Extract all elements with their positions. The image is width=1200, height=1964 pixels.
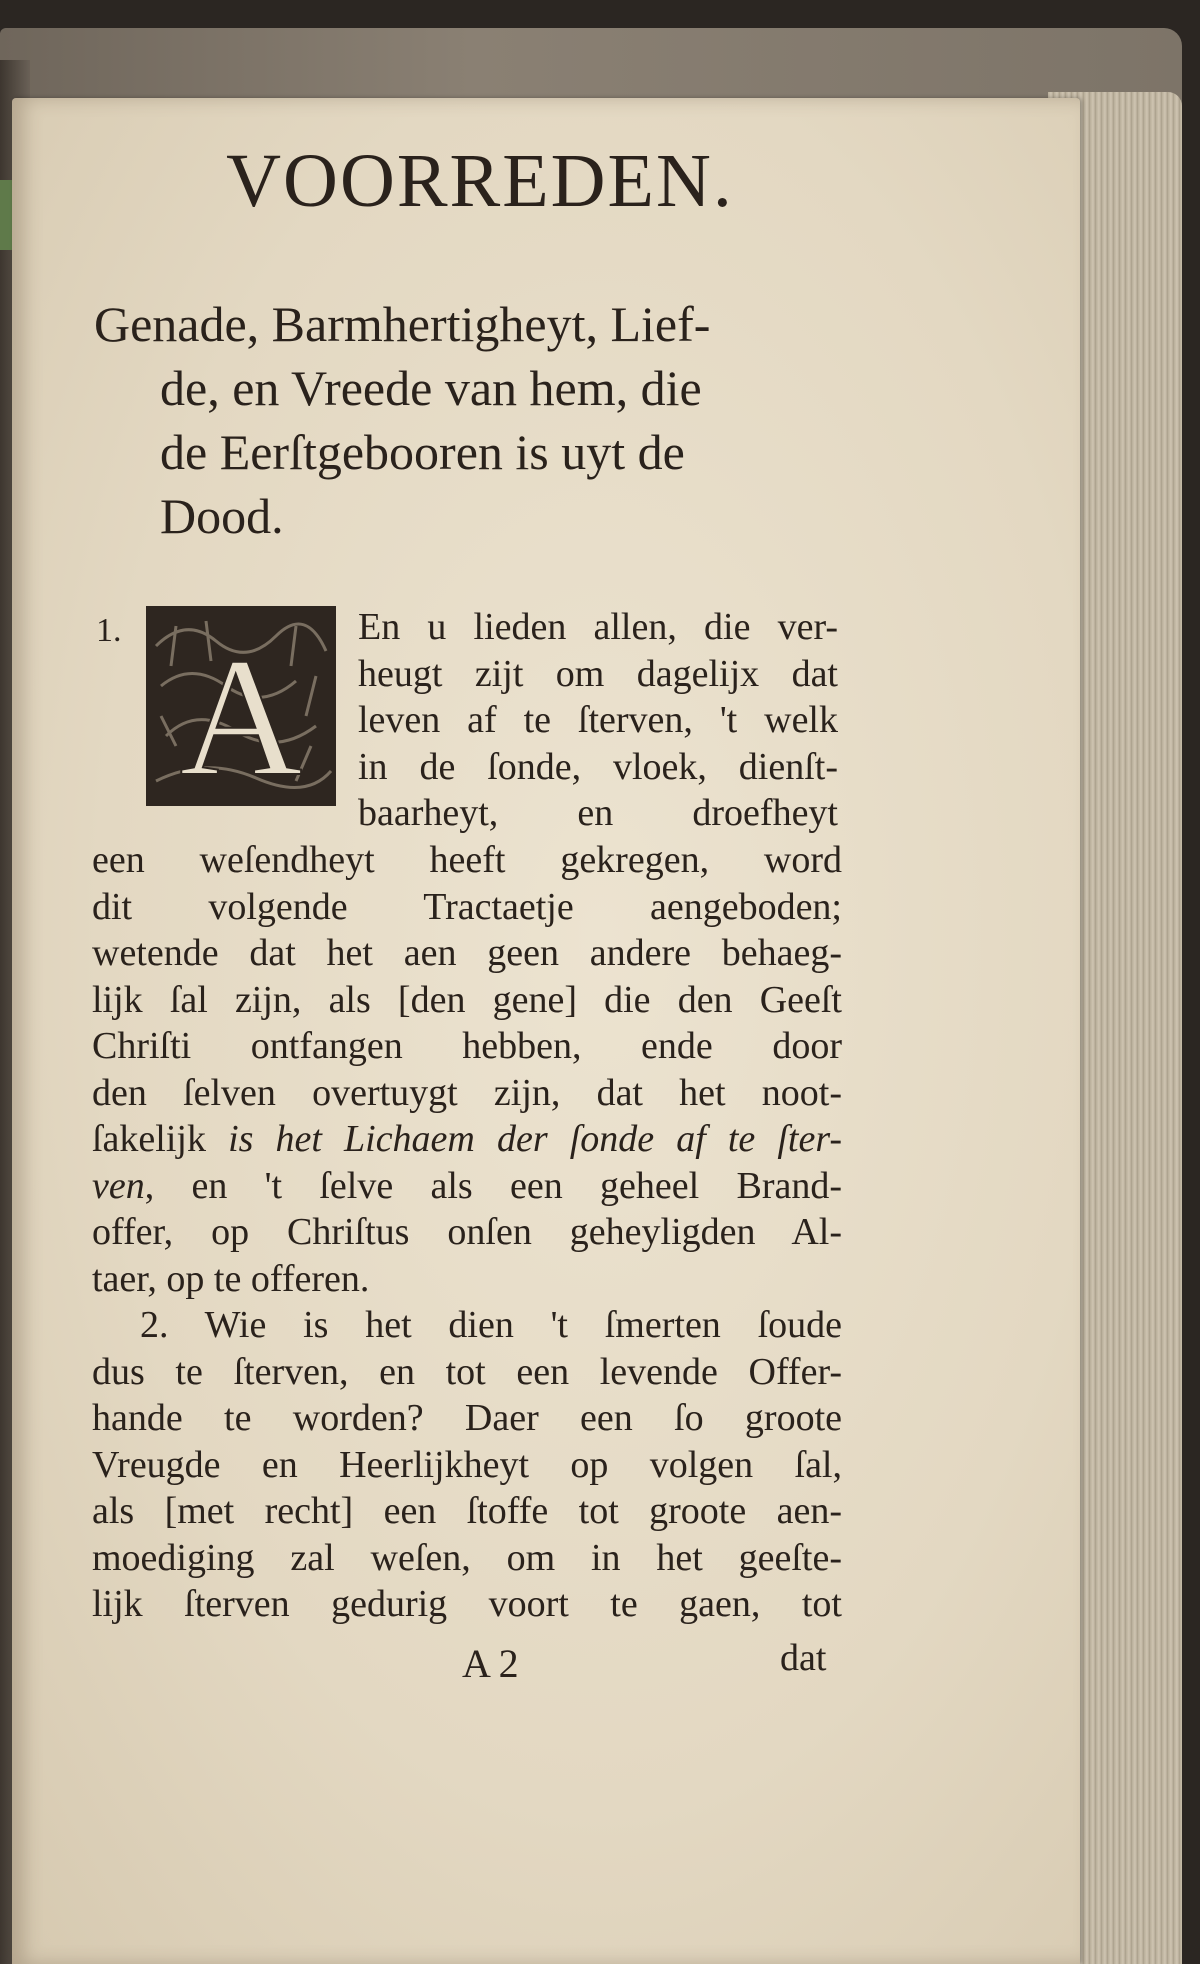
text-line: 2. Wie is het dien 't ſmerten ſoude: [140, 1304, 842, 1346]
text-line: Vreugde en Heerlijkheyt op volgen ſal,: [92, 1443, 842, 1486]
signature-mark: A 2: [462, 1641, 519, 1686]
body-text: [92, 837, 842, 1628]
text-line: heugt zijt om dagelijx dat: [358, 652, 838, 695]
text-line: offer, op Chriſtus onſen geheyligden Al-: [92, 1211, 842, 1253]
greeting-line: de Eerſtgebooren is uyt de: [160, 424, 685, 480]
text-line: taer, op te offeren.: [92, 1257, 370, 1300]
wrapped-text-block: [358, 604, 838, 837]
text-run: ſakelijk: [92, 1118, 206, 1160]
text-line: een weſendheyt heeft gekregen, word: [92, 839, 842, 881]
italic-run: is het Lichaem der ſonde af te ſter-: [228, 1118, 843, 1160]
greeting-line: Dood.: [160, 488, 284, 544]
text-line: als [met recht] een ſtoffe tot groote aen-: [92, 1490, 842, 1532]
text-line: wetende dat het aen geen andere behaeg-: [92, 932, 842, 974]
text-line: lijk ſal zijn, als [den gene] die den Geeſt: [92, 978, 842, 1021]
text-line: En u lieden allen, die ver-: [358, 606, 838, 648]
greeting-block: [94, 292, 854, 548]
text-line: in de ſonde, vloek, dienſt-: [358, 745, 838, 788]
decorated-initial-icon: [146, 606, 336, 806]
text-line: dit volgende Tractaetje aengeboden;: [92, 885, 842, 928]
initial-letter: A: [179, 623, 303, 806]
text-line-mixed: [92, 1163, 842, 1210]
text-line-mixed: [92, 1116, 842, 1163]
text-line: hande te worden? Daer een ſo groote: [92, 1397, 842, 1439]
text-line: lijk ſterven gedurig voort te gaen, tot: [92, 1583, 842, 1625]
text-run: , en 't ſelve als een geheel Brand-: [144, 1164, 842, 1207]
greeting-line: de, en Vreede van hem, die: [160, 360, 702, 416]
italic-run: ven: [92, 1164, 145, 1207]
paragraph-number: 1.: [96, 612, 122, 649]
text-line: Chriſti ontfangen hebben, ende door: [92, 1025, 842, 1067]
catchword: dat: [780, 1637, 827, 1679]
text-line: leven af te ſterven, 't welk: [358, 699, 838, 741]
greeting-line: Genade, Barmhertigheyt, Lief-: [94, 296, 711, 352]
text-line: moediging zal weſen, om in het geeſte-: [92, 1536, 842, 1579]
text-line: baarheyt, en droefheyt: [358, 792, 838, 834]
text-line: den ſelven overtuygt zijn, dat het noot-: [92, 1071, 842, 1114]
foliage-initial-icon: [146, 606, 336, 806]
page-title: VOORREDEN.: [226, 139, 734, 223]
text-line: dus te ſterven, en tot een levende Offer-: [92, 1350, 842, 1393]
